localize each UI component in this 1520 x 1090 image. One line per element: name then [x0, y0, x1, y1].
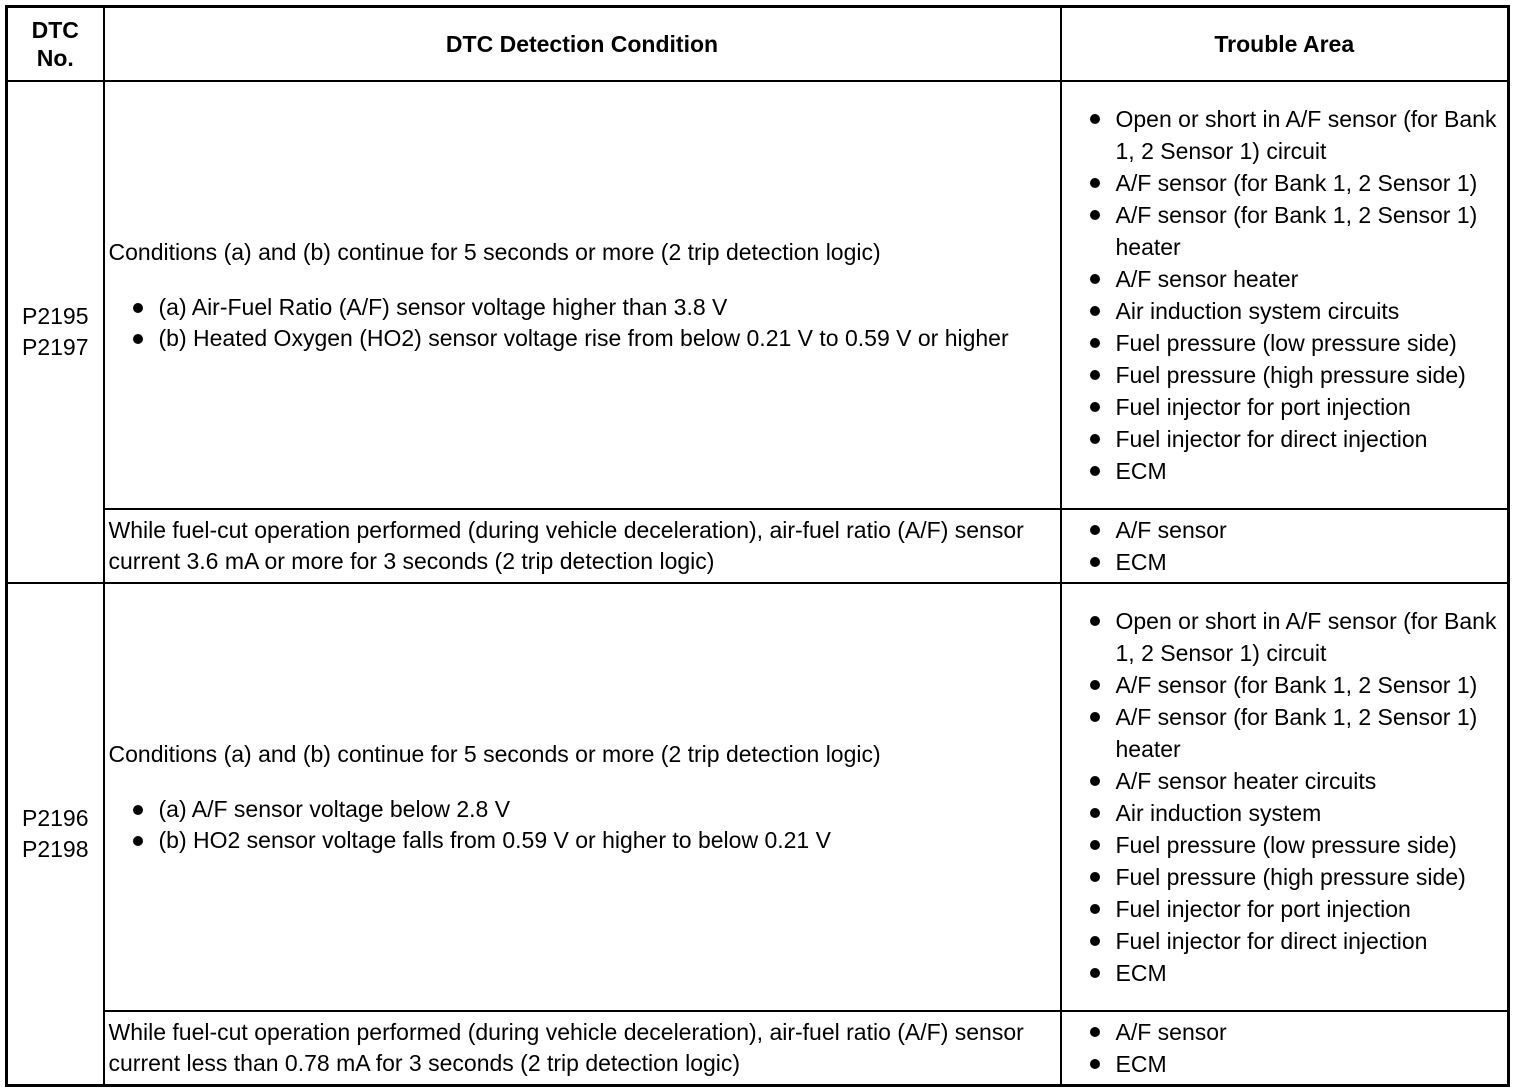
condition-intro: Conditions (a) and (b) continue for 5 seconds or more (2 trip detection logic): [108, 740, 881, 767]
trouble-area-item: Fuel pressure (low pressure side): [1070, 829, 1504, 861]
dtc-table: [5, 5, 1510, 1087]
condition-text: While fuel-cut operation performed (during vehicle deceleration), air-fuel ratio (A/F) sensor current 3.6 mA or more for 3 seconds (2 trip detection logic): [108, 517, 1024, 574]
trouble-area-item: Air induction system circuits: [1070, 295, 1504, 327]
trouble-area-item: ECM: [1070, 546, 1504, 578]
condition-item: (a) Air-Fuel Ratio (A/F) sensor voltage higher than 3.8 V: [109, 292, 1052, 323]
trouble-area-item: Fuel pressure (high pressure side): [1070, 861, 1504, 893]
trouble-area-item: Fuel injector for direct injection: [1070, 925, 1504, 957]
dtc-code-cell: [7, 81, 104, 583]
trouble-area-list: [1070, 1016, 1504, 1080]
header-condition: DTC Detection Condition: [104, 7, 1061, 82]
condition-list: [109, 794, 1052, 856]
trouble-area-item: ECM: [1070, 455, 1504, 487]
trouble-area-item: Fuel injector for port injection: [1070, 893, 1504, 925]
trouble-area-item: A/F sensor (for Bank 1, 2 Sensor 1) heater: [1070, 701, 1504, 765]
dtc-code-cell: [7, 583, 104, 1086]
trouble-area-cell: [1061, 81, 1509, 509]
trouble-area-item: A/F sensor (for Bank 1, 2 Sensor 1): [1070, 669, 1504, 701]
condition-text: While fuel-cut operation performed (during vehicle deceleration), air-fuel ratio (A/F) sensor current less than 0.78 mA for 3 seconds (2 trip detection logic): [108, 1019, 1024, 1076]
header-dtc-no-line2: No.: [36, 45, 74, 71]
dtc-code: P2197: [21, 334, 89, 360]
table-row: [7, 509, 1509, 583]
condition-item: (b) HO2 sensor voltage falls from 0.59 V or higher to below 0.21 V: [109, 825, 1052, 856]
table-row: [7, 1011, 1509, 1086]
condition-item: (a) A/F sensor voltage below 2.8 V: [109, 794, 1052, 825]
trouble-area-item: Fuel injector for port injection: [1070, 391, 1504, 423]
trouble-area-item: ECM: [1070, 957, 1504, 989]
trouble-area-item: A/F sensor (for Bank 1, 2 Sensor 1) heater: [1070, 199, 1504, 263]
condition-item: (b) Heated Oxygen (HO2) sensor voltage rise from below 0.21 V to 0.59 V or higher: [109, 323, 1052, 354]
trouble-area-cell: [1061, 1011, 1509, 1086]
condition-intro: Conditions (a) and (b) continue for 5 seconds or more (2 trip detection logic): [108, 238, 881, 265]
trouble-area-item: Fuel injector for direct injection: [1070, 423, 1504, 455]
header-dtc-no-line1: DTC: [31, 17, 79, 43]
trouble-area-list: [1070, 514, 1504, 578]
table-row: [7, 81, 1509, 509]
condition-list: [109, 292, 1052, 354]
trouble-area-item: A/F sensor heater: [1070, 263, 1504, 295]
header-dtc-no: [7, 7, 104, 82]
trouble-area-cell: [1061, 583, 1509, 1011]
table-row: [7, 583, 1509, 1011]
trouble-area-item: Fuel pressure (high pressure side): [1070, 359, 1504, 391]
trouble-area-item: Open or short in A/F sensor (for Bank 1, 2 Sensor 1) circuit: [1070, 605, 1504, 669]
condition-cell: [104, 583, 1061, 1011]
trouble-area-item: A/F sensor heater circuits: [1070, 765, 1504, 797]
trouble-area-item: Air induction system: [1070, 797, 1504, 829]
trouble-area-item: A/F sensor: [1070, 1016, 1504, 1048]
trouble-area-item: Fuel pressure (low pressure side): [1070, 327, 1504, 359]
trouble-area-item: Open or short in A/F sensor (for Bank 1, 2 Sensor 1) circuit: [1070, 103, 1504, 167]
condition-cell: [104, 81, 1061, 509]
trouble-area-item: A/F sensor: [1070, 514, 1504, 546]
trouble-area-cell: [1061, 509, 1509, 583]
condition-cell: [104, 509, 1061, 583]
dtc-code: P2198: [21, 836, 89, 862]
header-row: [7, 7, 1509, 82]
trouble-area-list: [1070, 605, 1504, 989]
dtc-code: P2195: [21, 303, 89, 329]
trouble-area-list: [1070, 103, 1504, 487]
condition-cell: [104, 1011, 1061, 1086]
header-trouble-area: Trouble Area: [1061, 7, 1509, 82]
trouble-area-item: A/F sensor (for Bank 1, 2 Sensor 1): [1070, 167, 1504, 199]
trouble-area-item: ECM: [1070, 1048, 1504, 1080]
dtc-code: P2196: [21, 805, 89, 831]
